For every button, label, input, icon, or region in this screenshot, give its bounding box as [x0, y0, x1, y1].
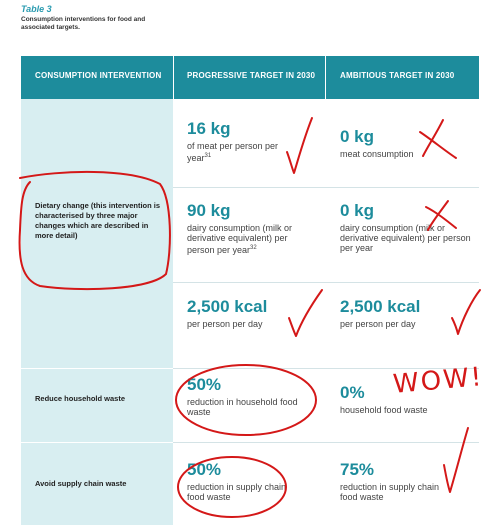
row-divider	[173, 442, 479, 443]
kcal-progressive-description: per person per day	[187, 319, 263, 329]
household-ambitious-value: 0%	[340, 383, 365, 402]
dairy-ambitious-cell	[326, 202, 479, 253]
row-divider	[173, 187, 479, 188]
header-consumption-intervention: CONSUMPTION INTERVENTION	[21, 56, 173, 99]
header-ambitious-target: AMBITIOUS TARGET IN 2030	[326, 56, 479, 99]
supply-ambitious-cell	[326, 461, 479, 502]
household-ambitious-description: household food waste	[340, 405, 428, 415]
meat-ambitious-description: meat consumption	[340, 149, 414, 159]
footnote-ref: 32	[250, 245, 257, 251]
supply-progressive-value: 50%	[187, 460, 222, 479]
table-label: Table 3	[21, 4, 52, 14]
supply-ambitious-value: 75%	[340, 460, 375, 479]
kcal-progressive-value: 2,500 kcal	[187, 297, 268, 316]
household-progressive-value: 50%	[187, 375, 222, 394]
meat-progressive-value: 16 kg	[187, 119, 231, 138]
row-divider	[173, 282, 479, 283]
row-label-household-waste: Reduce household waste	[35, 394, 126, 403]
supply-ambitious-description: reduction in supply chain food waste	[340, 482, 440, 502]
table-description: Consumption interventions for food and associated targets.	[21, 16, 146, 31]
header-progressive-target: PROGRESSIVE TARGET IN 2030	[173, 56, 325, 99]
kcal-ambitious-description: per person per day	[340, 319, 416, 329]
footnote-ref: 31	[204, 153, 212, 159]
column-divider	[325, 56, 326, 525]
intervention-column-background	[21, 99, 173, 525]
meat-progressive-description: of meat per person per year$^{31}$	[187, 141, 279, 163]
meat-ambitious-cell	[326, 128, 479, 159]
dairy-ambitious-value: 0 kg	[340, 201, 375, 220]
kcal-progressive-cell	[173, 298, 325, 329]
targets-table	[21, 56, 479, 525]
kcal-ambitious-cell	[326, 298, 479, 329]
dairy-progressive-cell	[173, 202, 325, 255]
supply-progressive-description: reduction in supply chain food waste	[187, 482, 287, 502]
household-progressive-cell	[173, 376, 325, 417]
wow-handwritten-annotation: WOW!	[391, 362, 485, 400]
kcal-ambitious-value: 2,500 kcal	[340, 297, 421, 316]
dairy-progressive-value: 90 kg	[187, 201, 231, 220]
row-label-dietary-change: Dietary change (this intervention is characterised by three major changes which are described in more detail)	[35, 201, 161, 240]
meat-progressive-cell	[173, 120, 325, 163]
supply-progressive-cell	[173, 461, 325, 502]
household-progressive-description: reduction in household food waste	[187, 397, 298, 417]
row-label-supply-chain-waste: Avoid supply chain waste	[35, 479, 127, 488]
meat-ambitious-value: 0 kg	[340, 127, 375, 146]
dairy-progressive-description: dairy consumption (milk or derivative equivalent) per person per year$^{32}$	[187, 223, 293, 255]
table-caption	[21, 4, 171, 32]
dairy-ambitious-description: dairy consumption (milk or derivative equivalent) per person per year	[340, 223, 471, 253]
